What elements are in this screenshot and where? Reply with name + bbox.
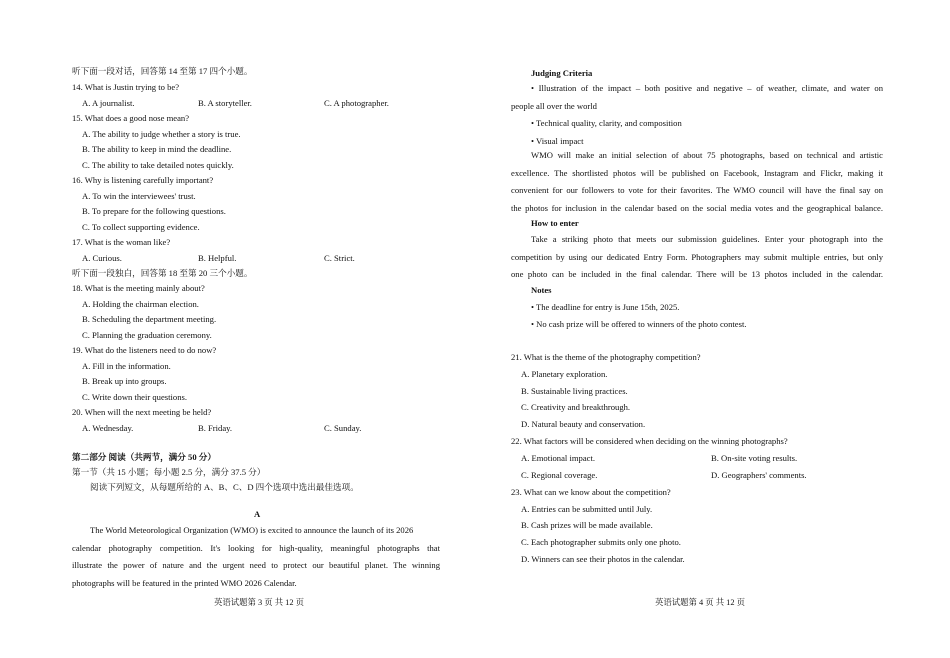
q21-option-b[interactable]: B. Sustainable living practices. (521, 386, 628, 396)
q21-option-c[interactable]: C. Creativity and breakthrough. (521, 402, 631, 412)
question-17: 17. What is the woman like? (72, 237, 171, 247)
q14-option-c[interactable]: C. A photographer. (324, 98, 389, 108)
q20-option-c[interactable]: C. Sunday. (324, 423, 362, 433)
notes-title: Notes (531, 285, 552, 295)
how-to-enter-title: How to enter (531, 218, 579, 228)
q21-option-a[interactable]: A. Planetary exploration. (521, 369, 608, 379)
paragraph-line: WMO will make an initial selection of about 75 photographs, based on technical and artistic (531, 150, 883, 160)
paragraph-line: excellence. The shortlisted photos will be published on Facebook, Instagram and Flickr, making it (511, 167, 883, 178)
question-19: 19. What do the listeners need to do now? (72, 345, 217, 355)
passage-letter: A (254, 509, 261, 519)
question-16: 16. Why is listening carefully important? (72, 175, 214, 185)
q18-option-a[interactable]: A. Holding the chairman election. (82, 299, 199, 309)
q23-option-a[interactable]: A. Entries can be submitted until July. (521, 504, 653, 514)
passage-line: photographs will be featured in the printed WMO 2026 Calendar. (72, 577, 297, 588)
passage-a-intro (72, 522, 440, 592)
paragraph-line: Take a striking photo that meets our submission guidelines. Enter your photograph into the (531, 234, 883, 244)
judging-criteria-list (511, 80, 883, 150)
question-22: 22. What factors will be considered when deciding on the winning photographs? (511, 436, 788, 446)
wmo-selection-paragraph (511, 147, 883, 217)
criteria-line: people all over the world (511, 100, 597, 111)
q23-option-d[interactable]: D. Winners can see their photos in the calendar. (521, 554, 685, 564)
criteria-line: • Visual impact (531, 135, 584, 146)
q23-option-c[interactable]: C. Each photographer submits only one photo. (521, 537, 681, 547)
q18-option-c[interactable]: C. Planning the graduation ceremony. (82, 330, 212, 340)
judging-criteria-title: Judging Criteria (531, 68, 593, 78)
q19-option-a[interactable]: A. Fill in the information. (82, 361, 171, 371)
q16-option-c[interactable]: C. To collect supporting evidence. (82, 222, 200, 232)
section-one-title: 第一节（共 15 小题；每小题 2.5 分，满分 37.5 分） (72, 467, 266, 477)
criteria-line: • Technical quality, clarity, and composition (531, 118, 682, 128)
q17-option-c[interactable]: C. Strict. (324, 253, 355, 263)
paragraph-line: convenient for our followers to vote for their favorites. The WMO council will have the final say on (511, 185, 883, 195)
q20-option-a[interactable]: A. Wednesday. (82, 423, 134, 433)
note-deadline: • The deadline for entry is June 15th, 2025. (531, 302, 680, 312)
part-two-title: 第二部分 阅读（共两节，满分 50 分） (72, 452, 216, 462)
q17-option-b[interactable]: B. Helpful. (198, 253, 237, 263)
q16-option-b[interactable]: B. To prepare for the following questions. (82, 206, 226, 216)
passage-line: calendar photography competition. It's looking for high-quality, meaningful photographs that (72, 542, 440, 553)
page-footer-left: 英语试题第 3 页 共 12 页 (214, 598, 305, 607)
q20-option-b[interactable]: B. Friday. (198, 423, 233, 433)
question-21: 21. What is the theme of the photography competition? (511, 352, 701, 362)
paragraph-line: the photos for inclusion in the calendar based on the social media votes and the geographical balance. (511, 202, 883, 213)
question-20: 20. When will the next meeting be held? (72, 407, 212, 417)
q21-option-d[interactable]: D. Natural beauty and conservation. (521, 419, 646, 429)
q22-option-d[interactable]: D. Geographers' comments. (711, 470, 807, 480)
q19-option-b[interactable]: B. Break up into groups. (82, 376, 167, 386)
q14-option-b[interactable]: B. A storyteller. (198, 98, 252, 108)
q17-option-a[interactable]: A. Curious. (82, 253, 122, 263)
q15-option-a[interactable]: A. The ability to judge whether a story is true. (82, 129, 241, 139)
page-footer-right: 英语试题第 4 页 共 12 页 (655, 598, 746, 607)
passage-line: The World Meteorological Organization (WMO) is excited to announce the launch of its 2026 (90, 525, 414, 535)
paragraph-line: one photo can be included in the final calendar. There will be 13 photos included in the calendar. (511, 269, 883, 279)
question-23: 23. What can we know about the competition? (511, 487, 671, 497)
q22-option-a[interactable]: A. Emotional impact. (521, 453, 595, 463)
q15-option-c[interactable]: C. The ability to take detailed notes quickly. (82, 160, 234, 170)
passage-line: illustrate the power of nature and the urgent need to protect our beautiful planet. The winning (72, 560, 440, 570)
note-cash-prize: • No cash prize will be offered to winners of the photo contest. (531, 319, 747, 329)
how-to-enter-paragraph (511, 231, 883, 284)
reading-instruction: 阅读下列短文，从每题所给的 A、B、C、D 四个选项中选出最佳选项。 (90, 482, 359, 492)
question-14: 14. What is Justin trying to be? (72, 82, 180, 92)
question-15: 15. What does a good nose mean? (72, 113, 190, 123)
q19-option-c[interactable]: C. Write down their questions. (82, 392, 187, 402)
q23-option-b[interactable]: B. Cash prizes will be made available. (521, 520, 653, 530)
exam-page-4 (475, 0, 950, 658)
question-18: 18. What is the meeting mainly about? (72, 283, 205, 293)
criteria-line: • Illustration of the impact – both positive and negative – of weather, climate, and water on (531, 83, 883, 93)
listening-instruction-2: 听下面一段独白，回答第 18 至第 20 三个小题。 (72, 268, 253, 278)
q16-option-a[interactable]: A. To win the interviewees' trust. (82, 191, 196, 201)
q22-option-c[interactable]: C. Regional coverage. (521, 470, 598, 480)
paragraph-line: competition by using our dedicated Entry Form. Photographers may submit multiple entries, but only (511, 251, 883, 262)
listening-instruction-1: 听下面一段对话，回答第 14 至第 17 四个小题。 (72, 66, 253, 76)
q18-option-b[interactable]: B. Scheduling the department meeting. (82, 314, 217, 324)
q15-option-b[interactable]: B. The ability to keep in mind the deadline. (82, 144, 232, 154)
q22-option-b[interactable]: B. On-site voting results. (711, 453, 798, 463)
q14-option-a[interactable]: A. A journalist. (82, 98, 135, 108)
